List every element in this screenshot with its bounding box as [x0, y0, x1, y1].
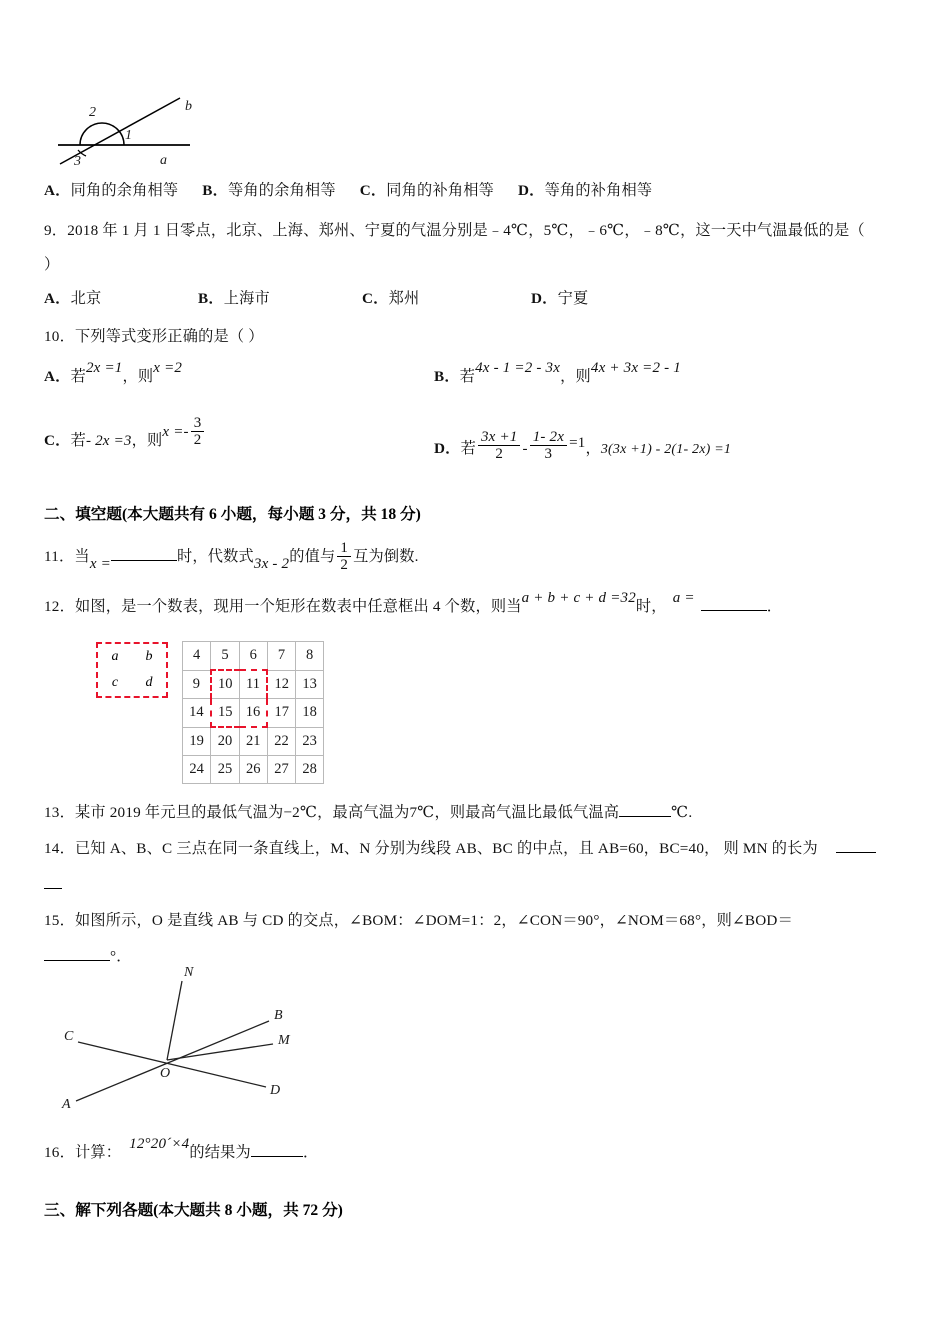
q9-option-b-text: 上海市: [223, 290, 270, 307]
q12-expression: a + b + c + d =32: [521, 590, 636, 606]
line-a-label: a: [160, 153, 167, 168]
q11-expression: 3x - 2: [253, 556, 290, 572]
q10-number: 10．: [44, 328, 75, 345]
grid-cell: 13: [296, 670, 324, 699]
grid-cell: 20: [211, 727, 239, 756]
q10-stem-text: 下列等式变形正确的是（ ）: [74, 328, 264, 345]
q10-option-d-frac2-num: 1- 2x: [532, 428, 565, 445]
q12-stem-text: 如图，是一个数表，现用一个矩形在数表中任意框出 4 个数，则当: [74, 598, 522, 615]
q9-option-a: [44, 282, 194, 316]
table-row: [183, 727, 324, 756]
q10-option-d-ruo: 若: [460, 440, 476, 457]
grid-cell: 26: [239, 756, 267, 784]
ray-on-stroke: [167, 981, 182, 1060]
q8-option-d-text: 等角的补角相等: [544, 182, 653, 199]
q10-option-c-fraction: [191, 415, 205, 448]
grid-cell-highlighted: 16: [239, 699, 267, 728]
q11-dang: 当: [74, 548, 90, 565]
grid-cell: 4: [183, 642, 211, 671]
figure-crossing-lines-angles: [52, 88, 222, 170]
grid-cell: 5: [211, 642, 239, 671]
q9-option-a-label: A．: [44, 290, 71, 307]
q12-tail: ．: [766, 598, 783, 615]
q9-option-a-text: 北京: [70, 290, 102, 307]
q12-a-equals: a =: [672, 590, 695, 606]
grid-cell-highlighted: 11: [239, 670, 267, 699]
rays-svg: [54, 956, 334, 1116]
question-13: [44, 796, 922, 830]
q8-option-c-label: C．: [359, 182, 387, 199]
crossing-lines-svg: [52, 88, 222, 170]
q10-option-c-ze: ，则: [131, 432, 163, 449]
point-o-label: O: [160, 1066, 171, 1081]
angle-3-label: 3: [74, 154, 81, 169]
q10-option-d-frac1-den: 2: [478, 445, 521, 462]
abcd-cell-b: b: [145, 649, 153, 664]
q9-option-d: [531, 282, 588, 316]
figure-rays-from-point-o: [54, 956, 334, 1116]
point-n-label: N: [184, 965, 194, 980]
question-10-option-d: [434, 428, 732, 467]
q10-option-b-expr2: 4x + 3x =2 - 1: [590, 360, 681, 376]
q10-option-a-expr2: x =2: [153, 360, 183, 376]
question-9-stem: [44, 214, 922, 248]
q8-option-a-text: 同角的余角相等: [70, 182, 179, 199]
q12-mid: 时，: [635, 598, 667, 615]
q10-option-b-label: B．: [434, 368, 460, 385]
grid-cell: 9: [183, 670, 211, 699]
question-10-option-c: [44, 414, 206, 458]
q16-period: ．: [302, 1144, 319, 1161]
q8-option-b-label: B．: [202, 182, 228, 199]
q16-number: 16．: [44, 1144, 75, 1161]
grid-cell-highlighted: 15: [211, 699, 239, 728]
ray-om-stroke: [167, 1044, 273, 1060]
q11-fraction-half: [337, 540, 351, 573]
q9-stem-tail-text: ）: [44, 256, 60, 273]
q14-number: 14．: [44, 840, 75, 857]
q9-stem-text: 2018 年 1 月 1 日零点，北京、上海、郑州、宁夏的气温分别是﹣4℃，5℃，﹣6℃，﹣8℃，这一天中气温最低的是（: [67, 222, 865, 239]
q11-x-equals: x =: [89, 556, 111, 572]
question-11: [44, 540, 419, 574]
grid-cell: 24: [183, 756, 211, 784]
question-15-stem: [44, 904, 922, 938]
q10-option-a-expr1: 2x =1: [85, 360, 123, 376]
q9-number: 9．: [44, 222, 68, 239]
q11-shi: 时，代数式: [176, 548, 254, 565]
q10-option-b-expr1: 4x - 1 =2 - 3x: [475, 360, 561, 376]
number-grid-table: [182, 641, 324, 784]
q9-option-b: [198, 282, 358, 316]
question-10-stem: [44, 320, 264, 354]
q9-option-d-text: 宁夏: [557, 290, 589, 307]
q13-number: 13．: [44, 804, 75, 821]
q10-option-d-frac2-den: 3: [530, 445, 567, 462]
q13-text-before: 某市 2019 年元旦的最低气温为−2℃，最高气温为7℃，则最高气温比最低气温高: [74, 804, 620, 821]
grid-cell-highlighted: 10: [211, 670, 239, 699]
q10-option-d-fraction-1: [478, 429, 521, 462]
question-9-options-row: [44, 282, 922, 316]
q10-option-c-frac-den: 2: [191, 431, 205, 448]
question-9-stem-tail: [44, 248, 59, 282]
q10-option-d-label: D．: [434, 440, 461, 457]
grid-cell: 21: [239, 727, 267, 756]
question-10-option-b: [434, 360, 681, 394]
question-8-options-row: [44, 174, 922, 208]
abcd-cell-a: a: [111, 649, 119, 664]
q9-option-c-text: 郑州: [388, 290, 420, 307]
q10-option-d-expr2: 3(3x +1) - 2(1- 2x) =1: [600, 442, 732, 457]
grid-cell: 23: [296, 727, 324, 756]
grid-cell: 19: [183, 727, 211, 756]
q14-answer-blank-part2[interactable]: [44, 888, 62, 889]
grid-cell: 22: [267, 727, 295, 756]
q10-option-c-label: C．: [44, 432, 71, 449]
q16-lead: 计算：: [74, 1144, 122, 1161]
q10-option-c-frac-num: 3: [193, 414, 202, 431]
q10-option-c-expr1: - 2x =3: [85, 433, 132, 449]
q11-frac-num: 1: [340, 539, 349, 556]
table-row: [183, 670, 324, 699]
q8-option-a-label: A．: [44, 182, 71, 199]
grid-cell: 27: [267, 756, 295, 784]
abcd-dashed-box: [96, 642, 168, 698]
q10-option-a-label: A．: [44, 368, 71, 385]
angle-2-label: 2: [89, 105, 96, 120]
figure-number-table: [44, 634, 324, 779]
question-12-stem: [44, 590, 922, 624]
q10-option-d-minus: -: [522, 441, 528, 457]
q10-option-a-ruo: 若: [70, 368, 86, 385]
point-m-label: M: [278, 1033, 290, 1048]
grid-cell: 6: [239, 642, 267, 671]
grid-cell: 8: [296, 642, 324, 671]
table-row: [183, 642, 324, 671]
abcd-cell-c: c: [111, 675, 119, 690]
q10-option-c-ruo: 若: [70, 432, 86, 449]
q14-answer-blank-part1[interactable]: [836, 852, 876, 853]
q11-frac-den: 2: [337, 556, 351, 573]
q11-answer-blank[interactable]: [111, 560, 177, 561]
q10-option-d-frac1-num: 3x +1: [480, 428, 518, 445]
q13-answer-blank[interactable]: [619, 816, 671, 817]
table-row: [183, 699, 324, 728]
point-a-label: A: [62, 1097, 71, 1112]
q11-mid: 的值与: [289, 548, 336, 565]
question-10-option-a: [44, 360, 182, 394]
point-b-label: B: [274, 1008, 283, 1023]
question-14-blank-continued: [44, 868, 62, 902]
q9-option-c-label: C．: [362, 290, 389, 307]
q8-option-d-label: D．: [518, 182, 545, 199]
grid-cell: 14: [183, 699, 211, 728]
grid-cell: 25: [211, 756, 239, 784]
q15-text: 如图所示，O 是直线 AB 与 CD 的交点，∠BOM：∠DOM=1：2，∠CON＝90°，∠NOM＝68°，则∠BOD＝: [74, 912, 793, 929]
grid-cell: 18: [296, 699, 324, 728]
question-16: [44, 1136, 318, 1170]
grid-cell: 12: [267, 670, 295, 699]
question-14: [44, 832, 922, 866]
q10-option-b-ze: ，则: [560, 368, 591, 385]
q10-option-a-ze: ，则: [122, 368, 154, 385]
line-b-label: b: [185, 99, 192, 114]
q11-number: 11．: [44, 548, 75, 565]
grid-cell: 28: [296, 756, 324, 784]
q16-answer-blank[interactable]: [251, 1156, 303, 1157]
q10-option-c-expr2-lead: x =-: [162, 424, 189, 440]
angle-1-label: 1: [125, 128, 132, 143]
q16-expression: 12°20´×4: [129, 1136, 190, 1152]
q12-answer-blank[interactable]: [701, 610, 767, 611]
q13-text-after: ℃.: [671, 804, 693, 821]
point-c-label: C: [64, 1029, 74, 1044]
section-2-heading: 二、填空题(本大题共有 6 小题，每小题 3 分，共 18 分): [44, 506, 421, 523]
q8-option-c-text: 同角的补角相等: [386, 182, 494, 199]
abcd-grid: [98, 644, 166, 696]
abcd-cell-d: d: [145, 675, 153, 690]
q9-option-d-label: D．: [531, 290, 558, 307]
q8-option-b-text: 等角的余角相等: [228, 182, 336, 199]
q15-tail: °．: [110, 948, 132, 965]
grid-cell: 7: [267, 642, 295, 671]
q11-tail: 互为倒数.: [353, 548, 419, 565]
grid-cell: 17: [267, 699, 295, 728]
q16-tail: 的结果为: [189, 1144, 251, 1161]
q15-number: 15．: [44, 912, 75, 929]
q10-option-d-equals: =1: [569, 435, 586, 451]
q10-option-d-comma: ，: [585, 440, 601, 457]
q9-option-b-label: B．: [198, 290, 224, 307]
q14-text: 已知 A、B、C 三点在同一条直线上，M、N 分别为线段 AB、BC 的中点，且 AB=60，BC=40， 则 MN 的长为: [74, 840, 818, 857]
section-3-heading: 三、解下列各题(本大题共 8 小题，共 72 分): [44, 1202, 343, 1219]
q10-option-b-ruo: 若: [459, 368, 476, 385]
q10-option-d-fraction-2: [530, 429, 567, 462]
q9-option-c: [362, 282, 527, 316]
q12-number: 12．: [44, 598, 75, 615]
table-row: [183, 756, 324, 784]
point-d-label: D: [270, 1083, 281, 1098]
